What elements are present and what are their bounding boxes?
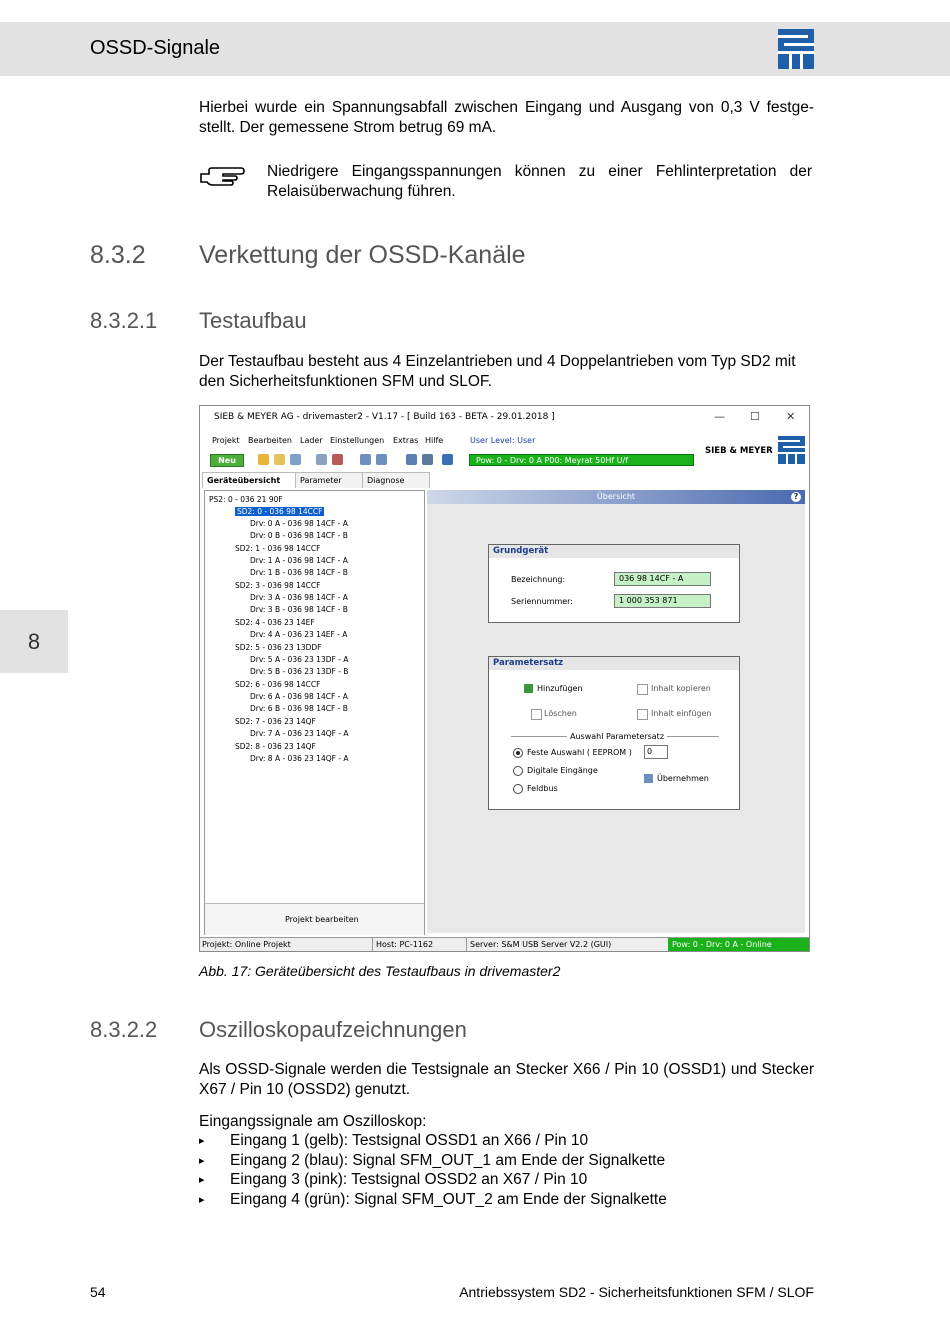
chapter-tab: 8: [0, 610, 68, 673]
sieb-meyer-logo: [778, 29, 814, 69]
note-text: Niedrigere Eingangsspannungen können zu einer Fehlinterpretation der Relaisüberwachung führen.: [267, 163, 812, 200]
connect-icon[interactable]: [316, 454, 327, 465]
user-level[interactable]: User Level: User: [470, 436, 536, 445]
upload-icon[interactable]: [360, 454, 371, 465]
radio-feldbus[interactable]: [513, 784, 523, 794]
overview-pane: [427, 490, 805, 933]
tab-diagnose[interactable]: [362, 472, 430, 488]
uebernehmen-button[interactable]: Übernehmen: [657, 774, 709, 783]
minimize-icon[interactable]: —: [714, 410, 725, 423]
auswahl-title: Auswahl Parametersatz: [567, 732, 667, 741]
tree-item[interactable]: SD2: 5 - 036 23 13DDF: [235, 643, 322, 652]
tree-item[interactable]: SD2: 4 - 036 23 14EF: [235, 618, 315, 627]
copy-icon: [637, 684, 648, 695]
status-online: Pow: 0 - Drv: 0 A - Online: [668, 938, 809, 952]
device-tree-pane: [204, 490, 425, 935]
monitor-icon[interactable]: [406, 454, 417, 465]
oszillo-paragraph: Als OSSD-Signale werden die Testsignale an Stecker X66 / Pin 10 (OSSD1) und Stecker X67 / Pin 10 (OSSD2) genutzt.: [199, 1061, 814, 1098]
overview-header: [427, 490, 805, 504]
tree-item[interactable]: Drv: 6 B - 036 98 14CF - B: [250, 704, 348, 713]
arrow-icon[interactable]: [442, 454, 453, 465]
tree-item[interactable]: Drv: 5 A - 036 23 13DF - A: [250, 655, 349, 664]
tree-item[interactable]: Drv: 8 A - 036 23 14QF - A: [250, 754, 349, 763]
grundgeraet-panel: [488, 544, 740, 623]
new-button[interactable]: Neu: [210, 454, 244, 467]
menu-projekt[interactable]: Projekt: [212, 436, 240, 445]
chart-icon[interactable]: [422, 454, 433, 465]
status-server: Server: S&M USB Server V2.2 (GUI): [470, 940, 612, 949]
status-projekt: Projekt: Online Projekt: [202, 940, 291, 949]
tree-item[interactable]: Drv: 0 B - 036 98 14CF - B: [250, 531, 348, 540]
overview-title: Übersicht: [596, 492, 636, 501]
tab-parameter[interactable]: [295, 472, 363, 488]
disconnect-icon[interactable]: [332, 454, 343, 465]
delete-icon: [531, 709, 542, 720]
section-title-8322: Oszilloskopaufzeichnungen: [199, 1017, 467, 1042]
close-icon[interactable]: ✕: [786, 410, 796, 423]
seriennummer-label: Seriennummer:: [511, 597, 573, 606]
figure-caption: Abb. 17: Geräteübersicht des Testaufbaus in drivemaster2: [199, 963, 561, 979]
list-item: ▸ Eingang 2 (blau): Signal SFM_OUT_1 am Ende der Signalkette: [199, 1151, 814, 1171]
open-folder-icon[interactable]: [274, 454, 285, 465]
section-title-832: Verkettung der OSSD-Kanäle: [199, 241, 526, 269]
window-titlebar: [200, 406, 809, 430]
status-host: Host: PC-1162: [376, 940, 434, 949]
drivemaster2-screenshot: [199, 405, 810, 952]
status-separator: [372, 938, 373, 952]
menu-einstellungen[interactable]: Einstellungen: [330, 436, 385, 445]
menu-hilfe[interactable]: Hilfe: [425, 436, 444, 445]
feste-auswahl-label: Feste Auswahl ( EEPROM ): [527, 748, 632, 757]
input-signal-list: [199, 1131, 814, 1209]
testaufbau-paragraph: Der Testaufbau besteht aus 4 Einzelantrieben und 4 Doppelantrieben vom Typ SD2 mit den Sicherheitsfunktionen SFM und SLOF.: [199, 353, 796, 390]
tab-bar: [202, 472, 442, 488]
radio-feste-auswahl[interactable]: [513, 748, 523, 758]
intro-paragraph: Hierbei wurde ein Spannungsabfall zwischen Eingang und Ausgang von 0,3 V festge-stellt. Der gemessene Strom betrug 69 mA.: [199, 99, 814, 136]
maximize-icon[interactable]: ☐: [750, 410, 760, 423]
tree-item[interactable]: Drv: 1 A - 036 98 14CF - A: [250, 556, 348, 565]
section-title-8321: Testaufbau: [199, 308, 307, 333]
apply-icon: [644, 774, 653, 783]
feldbus-label: Feldbus: [527, 784, 558, 793]
status-separator: [466, 938, 467, 952]
tree-item[interactable]: Drv: 6 A - 036 98 14CF - A: [250, 692, 348, 701]
parametersatz-panel: [488, 656, 740, 810]
tree-item[interactable]: SD2: 6 - 036 98 14CCF: [235, 680, 321, 689]
tree-item-selected[interactable]: SD2: 0 - 036 98 14CCF: [237, 507, 323, 516]
tab-geraeteuebersicht-label: Geräteübersicht: [207, 476, 281, 485]
radio-digitale-eingaenge[interactable]: [513, 766, 523, 776]
device-icon[interactable]: [290, 454, 301, 465]
hinzufuegen-button[interactable]: Hinzufügen: [537, 684, 583, 693]
menu-lader[interactable]: Lader: [300, 436, 323, 445]
tree-item[interactable]: Drv: 3 A - 036 98 14CF - A: [250, 593, 348, 602]
bezeichnung-label: Bezeichnung:: [511, 575, 566, 584]
project-edit-area: [205, 903, 424, 935]
grundgeraet-title: Grundgerät: [489, 545, 739, 558]
menu-bearbeiten[interactable]: Bearbeiten: [248, 436, 292, 445]
parametersatz-title: Parametersatz: [489, 657, 739, 670]
tree-item[interactable]: Drv: 5 B - 036 23 13DF - B: [250, 667, 349, 676]
seriennummer-field: 1 000 353 871: [614, 594, 711, 608]
section-number-8322: 8.3.2.2: [90, 1017, 158, 1042]
tree-item[interactable]: SD2: 1 - 036 98 14CCF: [235, 544, 321, 553]
footer-title: Antriebssystem SD2 - Sicherheitsfunktionen SFM / SLOF: [459, 1284, 814, 1300]
pointing-hand-icon: [199, 165, 245, 189]
download-icon[interactable]: [376, 454, 387, 465]
feste-auswahl-input[interactable]: 0: [644, 745, 668, 759]
bezeichnung-field: 036 98 14CF - A: [614, 572, 711, 586]
tree-item[interactable]: Drv: 1 B - 036 98 14CF - B: [250, 568, 348, 577]
list-intro: Eingangssignale am Oszilloskop:: [199, 1113, 427, 1130]
inhalt-einfuegen-button[interactable]: Inhalt einfügen: [651, 709, 712, 718]
tree-item[interactable]: SD2: 7 - 036 23 14QF: [235, 717, 316, 726]
drive-status-indicator: Pow: 0 - Drv: 0 A P00: Meyrat 50Hf U/f: [469, 454, 694, 466]
list-item: ▸ Eingang 3 (pink): Testsignal OSSD2 an X67 / Pin 10: [199, 1170, 814, 1190]
tree-item[interactable]: SD2: 8 - 036 23 14QF: [235, 742, 316, 751]
tree-item[interactable]: SD2: 3 - 036 98 14CCF: [235, 581, 321, 590]
menu-extras[interactable]: Extras: [393, 436, 419, 445]
list-item: ▸ Eingang 4 (grün): Signal SFM_OUT_2 am Ende der Signalkette: [199, 1190, 814, 1210]
tree-item[interactable]: Drv: 4 A - 036 23 14EF - A: [250, 630, 348, 639]
digitale-eingaenge-label: Digitale Eingänge: [527, 766, 598, 775]
wand-icon[interactable]: [258, 454, 269, 465]
list-item: ▸ Eingang 1 (gelb): Testsignal OSSD1 an X66 / Pin 10: [199, 1131, 814, 1151]
tree-item[interactable]: Drv: 3 B - 036 98 14CF - B: [250, 605, 348, 614]
tab-geraeteuebersicht[interactable]: [202, 472, 296, 488]
window-title: SIEB & MEYER AG - drivemaster2 - V1.17 - [ Build 163 - BETA - 29.01.2018 ]: [214, 412, 555, 422]
statusbar: [200, 937, 809, 952]
tree-item[interactable]: Drv: 0 A - 036 98 14CF - A: [250, 519, 348, 528]
tab-diagnose-label: Diagnose: [367, 476, 405, 485]
tab-parameter-label: Parameter: [300, 476, 342, 485]
section-number-832: 8.3.2: [90, 241, 146, 269]
tree-item[interactable]: PS2: 0 - 036 21 90F: [209, 495, 283, 504]
paste-icon: [637, 709, 648, 720]
project-edit-button[interactable]: Projekt bearbeiten: [285, 915, 359, 924]
section-number-8321: 8.3.2.1: [90, 308, 158, 333]
brand-text: SIEB & MEYER: [705, 446, 773, 456]
page-header-title: OSSD-Signale: [90, 37, 221, 59]
loeschen-button[interactable]: Löschen: [544, 709, 577, 718]
brand-logo: [778, 436, 805, 464]
help-icon[interactable]: ?: [791, 492, 801, 502]
inhalt-kopieren-button[interactable]: Inhalt kopieren: [651, 684, 711, 693]
page-number: 54: [90, 1284, 106, 1300]
tree-item[interactable]: Drv: 7 A - 036 23 14QF - A: [250, 729, 349, 738]
add-icon: [524, 684, 533, 693]
